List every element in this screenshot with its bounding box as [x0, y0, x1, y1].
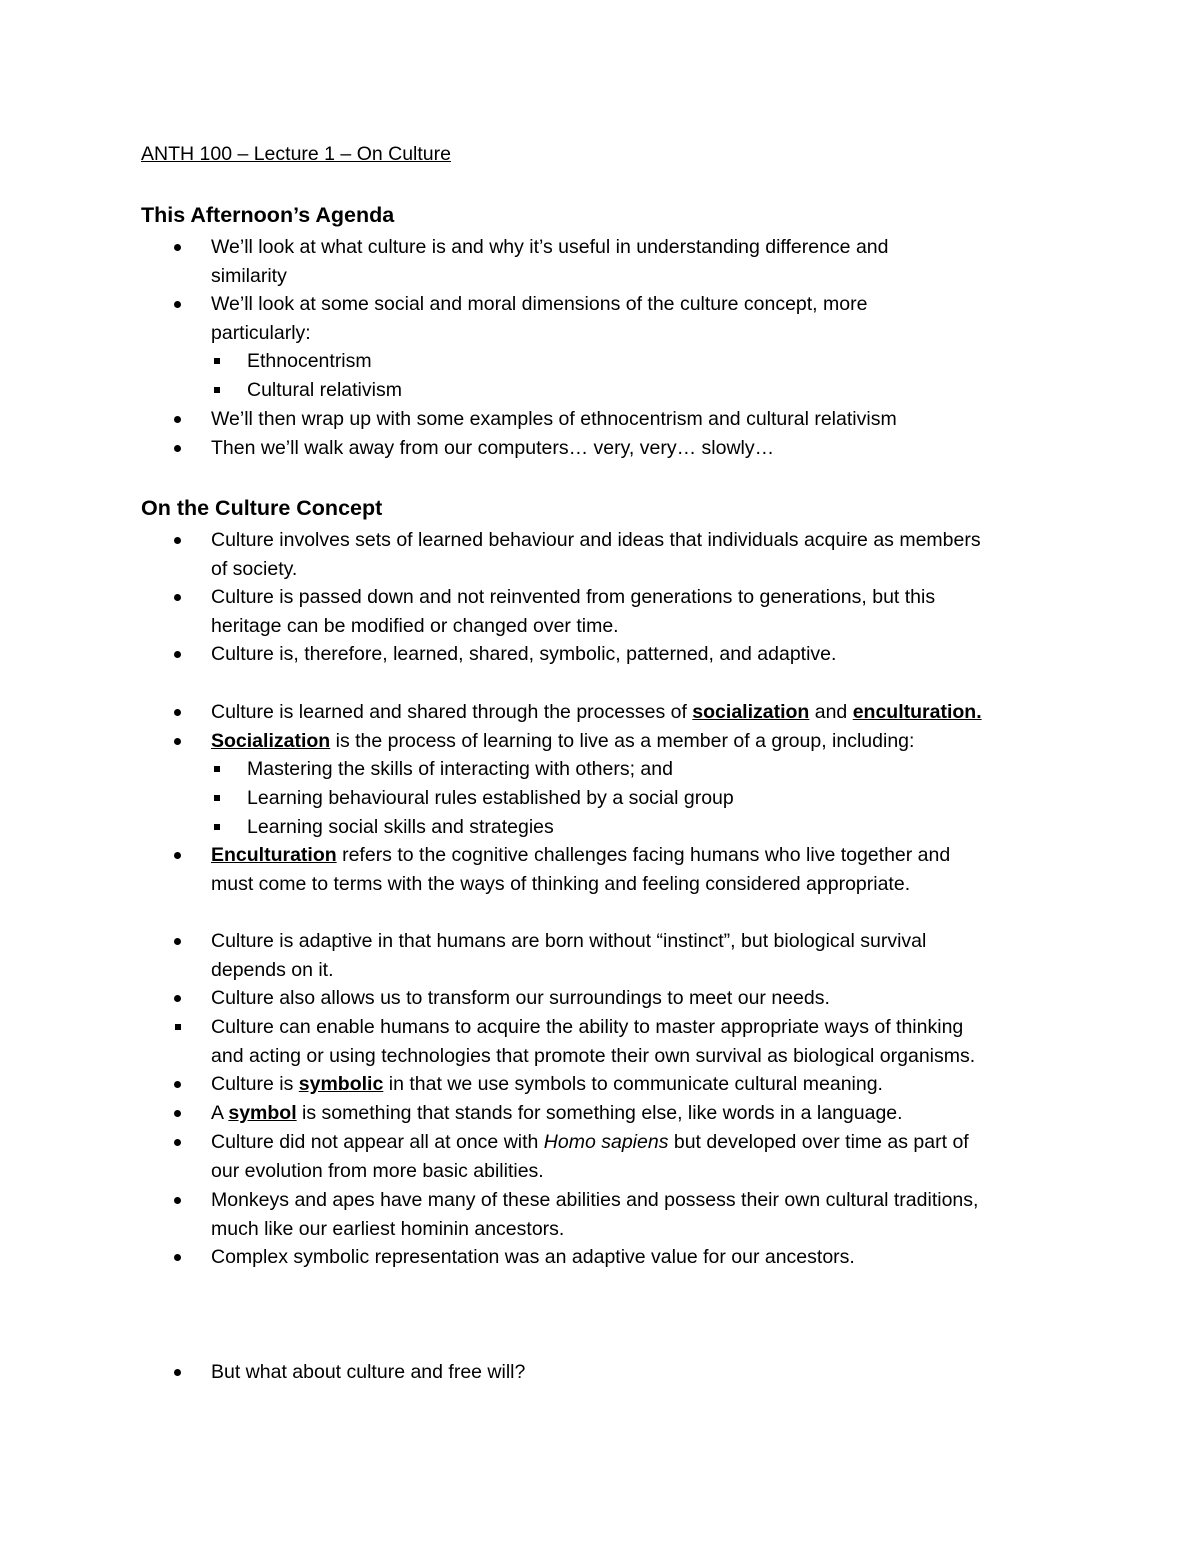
list-item: Culture is, therefore, learned, shared, symbolic, patterned, and adaptive. [211, 640, 1091, 669]
list-item: Then we’ll walk away from our computers… very, very… slowly… [211, 434, 1091, 463]
term-socialization: Socialization [211, 730, 331, 752]
list-item: Complex symbolic representation was an adaptive value for our ancestors. [211, 1243, 1091, 1272]
document-title: ANTH 100 – Lecture 1 – On Culture [141, 143, 451, 165]
list-item: Culture is adaptive in that humans are born without “instinct”, but biological survival depends on it. [211, 927, 1091, 985]
sub-list-item: Cultural relativism [247, 376, 1127, 405]
list-item: A symbol is something that stands for something else, like words in a language. [211, 1099, 1091, 1128]
term-symbol: symbol [228, 1102, 297, 1124]
list-item: Monkeys and apes have many of these abilities and possess their own cultural traditions, much like our earliest hominin ancestors. [211, 1186, 1091, 1244]
list-item: Culture is passed down and not reinvented from generations to generations, but this heritage can be modified or changed over time. [211, 583, 1091, 641]
term-enculturation: enculturation. [852, 701, 982, 723]
term-symbolic: symbolic [298, 1073, 384, 1095]
list-item: Enculturation refers to the cognitive challenges facing humans who live together and must come to terms with the ways of thinking and feeling considered appropriate. [211, 841, 1091, 899]
list-item: Culture did not appear all at once with Homo sapiens but developed over time as part of our evolution from more basic abilities. [211, 1128, 1091, 1186]
list-item: Culture is learned and shared through the processes of socialization and enculturation. [211, 698, 1091, 727]
concept-heading: On the Culture Concept [141, 496, 383, 520]
list-item: Culture involves sets of learned behaviour and ideas that individuals acquire as members of society. [211, 526, 1091, 584]
list-item: We’ll look at some social and moral dimensions of the culture concept, more particularly: [211, 290, 1091, 348]
list-item: We’ll look at what culture is and why it’s useful in understanding difference and similarity [211, 233, 1091, 291]
term-socialization: socialization [692, 701, 810, 723]
list-item: But what about culture and free will? [211, 1358, 1091, 1387]
sub-list-item: Learning social skills and strategies [247, 813, 1127, 842]
sub-list-item: Learning behavioural rules established by a social group [247, 784, 1127, 813]
term-homo-sapiens: Homo sapiens [543, 1131, 669, 1153]
list-item: We’ll then wrap up with some examples of ethnocentrism and cultural relativism [211, 405, 1091, 434]
sub-list-item: Ethnocentrism [247, 347, 1127, 376]
agenda-heading: This Afternoon’s Agenda [141, 203, 395, 227]
sub-list-item: Mastering the skills of interacting with others; and [247, 755, 1127, 784]
list-item: Culture also allows us to transform our surroundings to meet our needs. [211, 984, 1091, 1013]
list-item: Culture can enable humans to acquire the ability to master appropriate ways of thinking and acting or using technologies that promote their own survival as biological organisms. [211, 1013, 1091, 1071]
list-item: Socialization is the process of learning to live as a member of a group, including: [211, 727, 1091, 756]
term-enculturation: Enculturation [211, 844, 337, 866]
list-item: Culture is symbolic in that we use symbols to communicate cultural meaning. [211, 1070, 1091, 1099]
